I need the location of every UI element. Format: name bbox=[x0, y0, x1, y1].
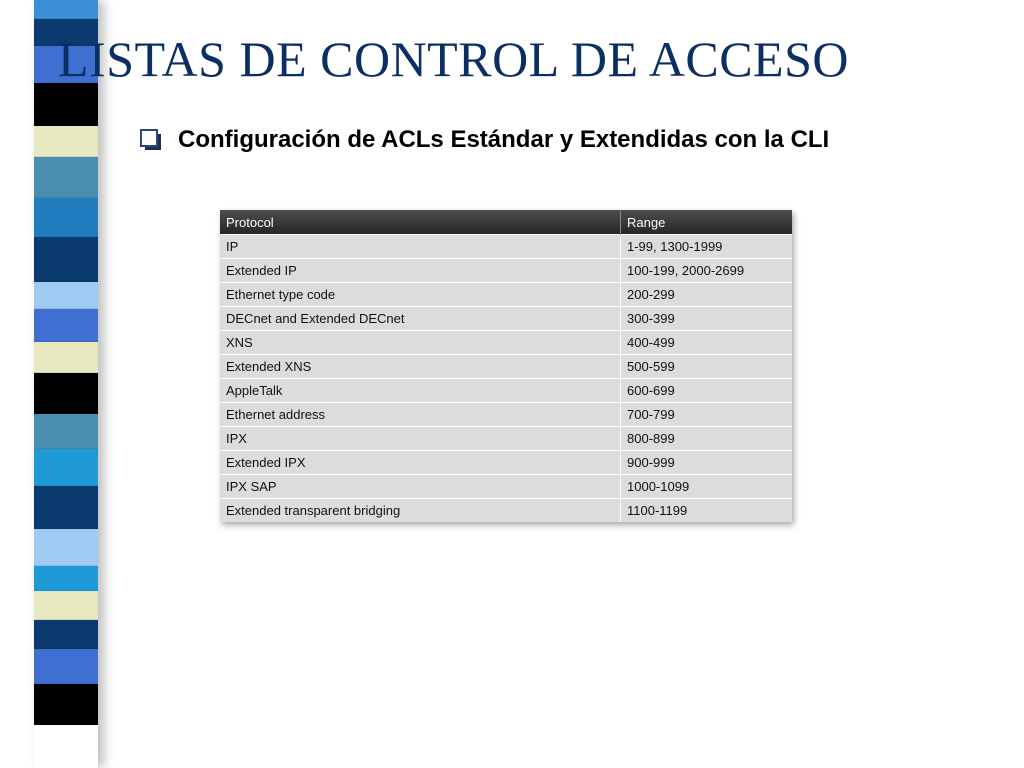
protocol-cell: Extended IP bbox=[220, 259, 621, 283]
decor-stripe bbox=[34, 126, 98, 157]
checkbox-bullet-icon bbox=[140, 129, 162, 151]
table-row bbox=[220, 427, 792, 451]
table-body bbox=[220, 235, 792, 523]
decor-stripe bbox=[34, 486, 98, 529]
table-row bbox=[220, 475, 792, 499]
decor-stripe bbox=[34, 157, 98, 198]
protocol-cell: DECnet and Extended DECnet bbox=[220, 307, 621, 331]
protocol-cell: Extended transparent bridging bbox=[220, 499, 621, 523]
range-cell: 800-899 bbox=[621, 427, 793, 451]
table-row bbox=[220, 259, 792, 283]
table-row bbox=[220, 403, 792, 427]
table-row bbox=[220, 451, 792, 475]
decor-stripe bbox=[34, 83, 98, 126]
range-cell: 1000-1099 bbox=[621, 475, 793, 499]
table-row bbox=[220, 331, 792, 355]
header-protocol: Protocol bbox=[220, 210, 621, 235]
table-row bbox=[220, 355, 792, 379]
range-cell: 600-699 bbox=[621, 379, 793, 403]
range-cell: 400-499 bbox=[621, 331, 793, 355]
protocol-cell: IP bbox=[220, 235, 621, 259]
table-row bbox=[220, 499, 792, 523]
protocol-cell: IPX bbox=[220, 427, 621, 451]
table-row bbox=[220, 235, 792, 259]
decorative-stripe-bar bbox=[34, 0, 98, 768]
subtitle-bullet bbox=[140, 126, 829, 154]
decor-stripe bbox=[34, 529, 98, 566]
acl-number-range-table bbox=[220, 210, 792, 522]
protocol-cell: Ethernet address bbox=[220, 403, 621, 427]
decor-stripe bbox=[34, 414, 98, 449]
range-cell: 200-299 bbox=[621, 283, 793, 307]
table-row bbox=[220, 379, 792, 403]
protocol-cell: XNS bbox=[220, 331, 621, 355]
decor-stripe bbox=[34, 649, 98, 684]
protocol-cell: Extended XNS bbox=[220, 355, 621, 379]
decor-stripe bbox=[34, 684, 98, 725]
range-cell: 300-399 bbox=[621, 307, 793, 331]
protocol-cell: IPX SAP bbox=[220, 475, 621, 499]
range-cell: 1100-1199 bbox=[621, 499, 793, 523]
decor-stripe bbox=[34, 282, 98, 309]
table-row bbox=[220, 283, 792, 307]
slide-title: LISTAS DE CONTROL DE ACCESO bbox=[58, 31, 850, 87]
decor-stripe bbox=[34, 0, 98, 19]
subtitle-text: Configuración de ACLs Estándar y Extendidas con la CLI bbox=[178, 126, 830, 153]
range-cell: 100-199, 2000-2699 bbox=[621, 259, 793, 283]
table-row bbox=[220, 307, 792, 331]
range-cell: 700-799 bbox=[621, 403, 793, 427]
decor-stripe bbox=[34, 620, 98, 649]
protocol-cell: Ethernet type code bbox=[220, 283, 621, 307]
decor-stripe bbox=[34, 373, 98, 414]
decor-stripe bbox=[34, 566, 98, 591]
decor-stripe bbox=[34, 309, 98, 342]
decor-stripe bbox=[34, 591, 98, 620]
range-cell: 1-99, 1300-1999 bbox=[621, 235, 793, 259]
table-header-row bbox=[220, 210, 792, 235]
header-range: Range bbox=[621, 210, 793, 235]
decor-stripe bbox=[34, 342, 98, 373]
decor-stripe bbox=[34, 449, 98, 486]
protocol-cell: AppleTalk bbox=[220, 379, 621, 403]
range-cell: 500-599 bbox=[621, 355, 793, 379]
decor-stripe bbox=[34, 237, 98, 282]
decor-stripe bbox=[34, 198, 98, 237]
protocol-cell: Extended IPX bbox=[220, 451, 621, 475]
range-cell: 900-999 bbox=[621, 451, 793, 475]
